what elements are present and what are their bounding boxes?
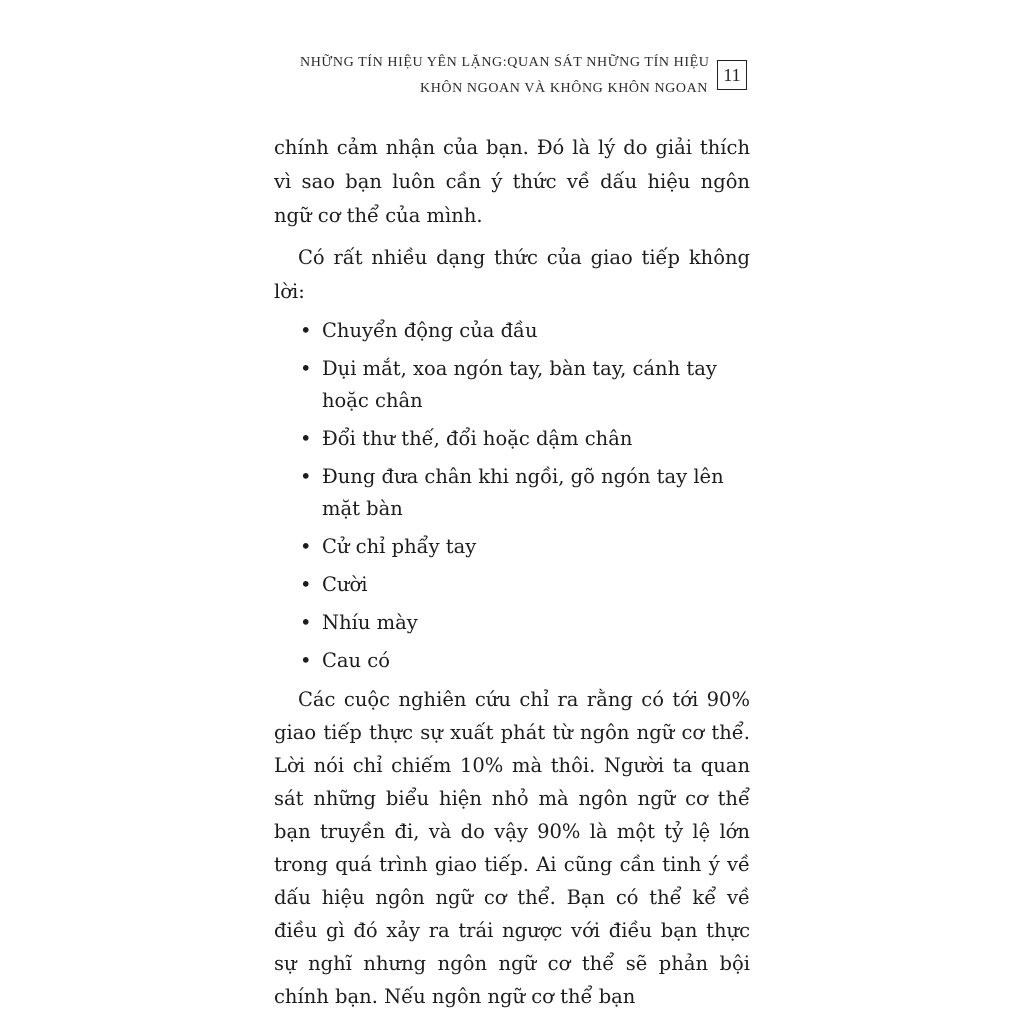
- running-header: [300, 50, 708, 102]
- bullet-icon: •: [300, 357, 312, 380]
- bullet-icon: •: [300, 573, 312, 596]
- running-header-line-1: NHỮNG TÍN HIỆU YÊN LẶNG:QUAN SÁT NHỮNG TÍN HIỆU: [300, 55, 710, 70]
- list-item-text: Đung đưa chân khi ngồi, gõ ngón tay lên mặt bàn: [322, 465, 724, 520]
- list-item: [274, 607, 750, 639]
- list-item-text: Đổi thư thế, đổi hoặc dậm chân: [322, 427, 633, 450]
- bullet-icon: •: [300, 535, 312, 558]
- bullet-icon: •: [300, 427, 312, 450]
- bullet-icon: •: [300, 465, 312, 488]
- list-item-text: Dụi mắt, xoa ngón tay, bàn tay, cánh tay hoặc chân: [322, 357, 717, 412]
- bullet-icon: •: [300, 611, 312, 634]
- list-item: [274, 315, 750, 347]
- list-item-text: Cử chỉ phẩy tay: [322, 535, 477, 558]
- list-item: [274, 569, 750, 601]
- paragraph-continued: chính cảm nhận của bạn. Đó là lý do giải thích vì sao bạn luôn cần ý thức về dấu hiệu ngôn ngữ cơ thể của mình.: [274, 136, 750, 227]
- bullet-icon: •: [300, 649, 312, 672]
- nonverbal-list: [274, 315, 750, 677]
- page-number: 11: [717, 60, 747, 90]
- list-item-text: Cau có: [322, 649, 390, 672]
- running-header-line-2: KHÔN NGOAN VÀ KHÔNG KHÔN NGOAN: [419, 81, 708, 96]
- bullet-icon: •: [300, 319, 312, 342]
- list-intro: Có rất nhiều dạng thức của giao tiếp không lời:: [274, 246, 750, 303]
- list-item-text: Chuyển động của đầu: [322, 319, 538, 342]
- list-item: [274, 461, 750, 525]
- list-item-text: Cười: [322, 573, 368, 596]
- list-item: [274, 353, 750, 417]
- list-item: [274, 423, 750, 455]
- list-item: [274, 531, 750, 563]
- paragraph-research: Các cuộc nghiên cứu chỉ ra rằng có tới 90% giao tiếp thực sự xuất phát từ ngôn ngữ cơ thể. Lời nói chỉ chiếm 10% mà thôi. Người ta quan sát những biểu hiện nhỏ mà ngôn ngữ cơ thể bạn truyền đi, và do vậy 90% là một tỷ lệ lớn trong quá trình giao tiếp. Ai cũng cần tinh ý về dấu hiệu ngôn ngữ cơ thể. Bạn có thể kể về điều gì đó xảy ra trái ngược với điều bạn thực sự nghĩ nhưng ngôn ngữ cơ thể sẽ phản bội chính bạn. Nếu ngôn ngữ cơ thể bạn: [274, 688, 750, 1008]
- page-body: [274, 131, 750, 1013]
- list-item: [274, 645, 750, 677]
- list-item-text: Nhíu mày: [322, 611, 418, 634]
